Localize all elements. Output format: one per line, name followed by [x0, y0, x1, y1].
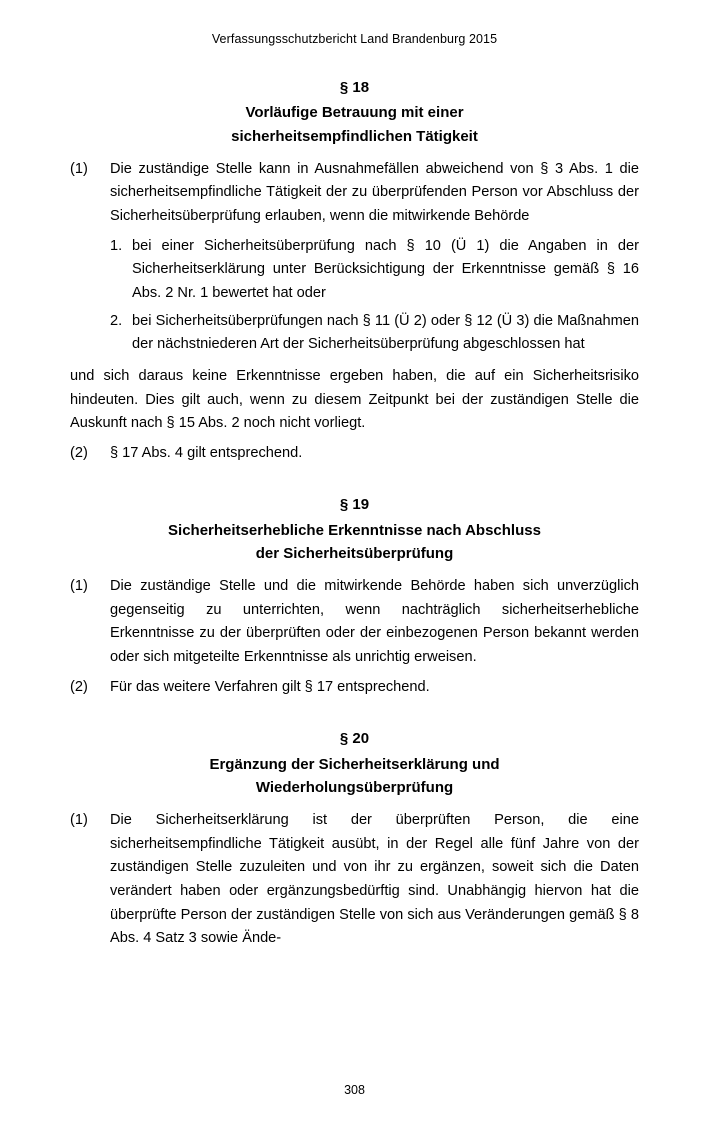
- paragraph: [70, 575, 639, 670]
- paragraph: [70, 158, 639, 229]
- list-item-marker: 2.: [110, 312, 123, 329]
- section-19-title-line-2: der Sicherheitsüberprüfung: [255, 544, 454, 562]
- numbered-list: [70, 235, 639, 357]
- paragraph-text: § 17 Abs. 4 gilt entsprechend.: [110, 444, 303, 461]
- list-item-text: bei einer Sicherheitsüberprüfung nach § 10 (Ü 1) die Angaben in der Sicherheitserklärung unter Berücksichtigung der Erkenntnisse gemäß § 16 Abs. 2 Nr. 1 bewertet hat oder: [132, 237, 639, 301]
- paragraph-text: Die zuständige Stelle kann in Ausnahmefällen abweichend von § 3 Abs. 1 die sicherheitsempfindliche Tätigkeit der zu überprüfenden Person vor Abschluss der Sicherheitsüberprüfung erlauben, wenn die mitwirkende Behörde: [110, 160, 639, 225]
- running-head: Verfassungsschutzbericht Land Brandenburg 2015: [211, 32, 498, 46]
- paragraph-text: Die zuständige Stelle und die mitwirkende Behörde haben sich unverzüglich gegenseitig zu unterrichten, wenn nachträglich sicherheitserhebliche Erkenntnisse zu der überprüften oder der einbezogenen Person bekannt werden oder sich mitgeteilte Erkenntnisse als unrichtig erweisen.: [110, 578, 639, 666]
- list-item-text: bei Sicherheitsüberprüfungen nach § 11 (Ü 2) oder § 12 (Ü 3) die Maßnahmen der nächstniederen Art der Sicherheitsüberprüfung abgeschlossen hat: [132, 312, 639, 353]
- paragraph-text: Für das weitere Verfahren gilt § 17 entsprechend.: [110, 678, 430, 695]
- section-19-number: § 19: [339, 496, 370, 514]
- paragraph-text: Die Sicherheitserklärung ist der überprüften Person, die eine sicherheitsempfindliche Tätigkeit ausübt, in der Regel alle fünf Jahre von der zuständigen Stelle zuzuleiten und von ihr zu ergänzen, soweit sich die Daten verändert haben oder ergänzungsbedürftig sind. Unabhängig hiervon hat die überprüfte Person der zuständigen Stelle von sich aus Veränderungen gemäß § 8 Abs. 4 Satz 3 sowie Ände-: [110, 812, 639, 947]
- paragraph-marker: (2): [70, 678, 88, 695]
- section-20-title-line-1: Ergänzung der Sicherheitserklärung und: [209, 755, 500, 773]
- paragraph-marker: (1): [70, 578, 88, 595]
- paragraph: [70, 676, 639, 700]
- list-item: [70, 310, 639, 357]
- paragraph: [70, 809, 639, 951]
- paragraph: [70, 442, 639, 466]
- section-20-heading: [70, 727, 639, 799]
- paragraph-marker: (1): [70, 812, 88, 829]
- list-item-marker: 1.: [110, 237, 123, 254]
- section-19-heading: [70, 493, 639, 565]
- section-19: [70, 493, 639, 699]
- section-18-number: § 18: [339, 79, 370, 96]
- page-number: 308: [344, 1083, 365, 1097]
- paragraph-marker: (1): [70, 160, 88, 177]
- section-20-number: § 20: [339, 730, 370, 748]
- section-20-title-line-2: Wiederholungsüberprüfung: [255, 778, 454, 796]
- paragraph-marker: (2): [70, 444, 88, 461]
- section-18-title-line-1: Vorläufige Betrauung mit einer: [245, 104, 464, 122]
- section-18-heading: [70, 76, 639, 148]
- section-18-trailing-text: und sich daraus keine Erkenntnisse ergeben haben, die auf ein Sicherheitsrisiko hindeuten. Dies gilt auch, wenn zu diesem Zeitpunkt bei der zuständigen Stelle die Auskunft nach § 15 Abs. 2 noch nicht vorliegt.: [70, 367, 639, 432]
- list-item: [70, 235, 639, 306]
- section-20: [70, 727, 639, 951]
- section-18-title-line-2: sicherheitsempfindlichen Tätigkeit: [231, 127, 478, 145]
- section-19-title-line-1: Sicherheitserhebliche Erkenntnisse nach Abschluss: [168, 521, 541, 539]
- section-18: [70, 76, 639, 465]
